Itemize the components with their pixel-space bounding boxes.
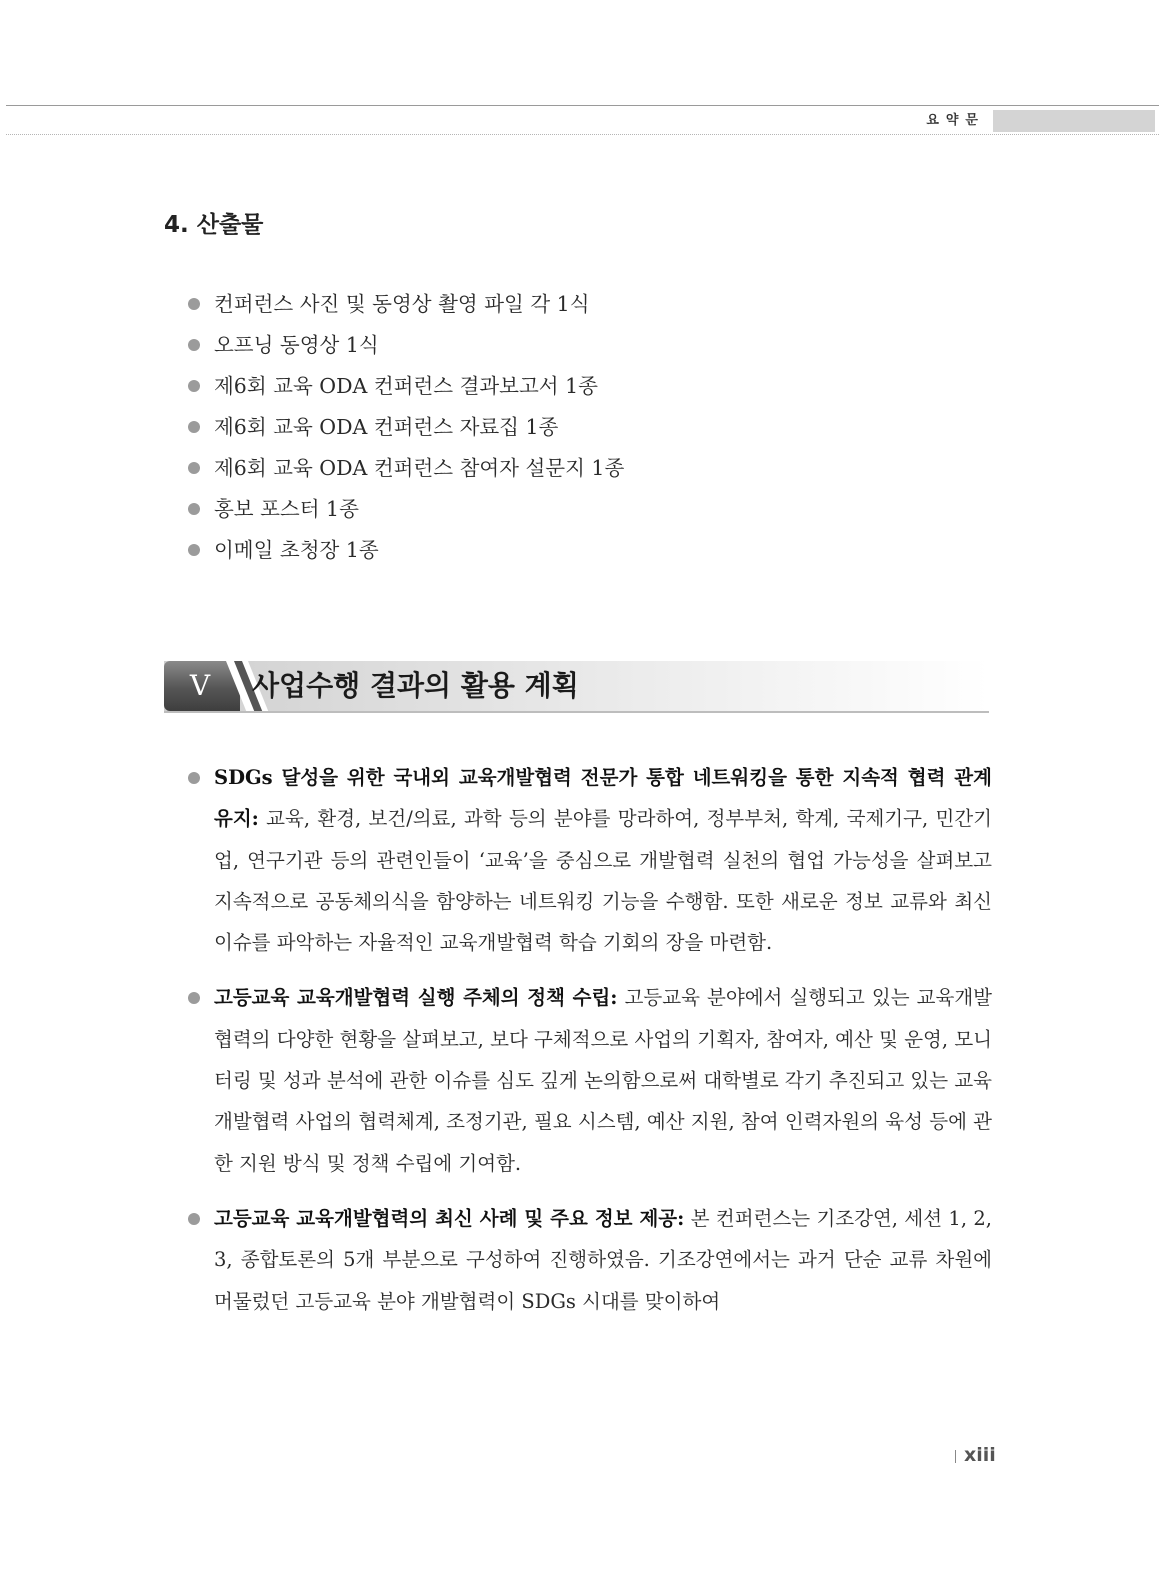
chapter-banner [164,661,989,711]
bullet-icon [188,772,200,784]
list-item [186,489,624,530]
header-rule [6,105,1159,106]
list-item-text: 제6회 교육 ODA 컨퍼런스 참여자 설문지 1종 [214,456,625,480]
outputs-list [186,284,624,571]
list-item-text: 오프닝 동영상 1식 [214,333,379,357]
chapter-title: 사업수행 결과의 활용 계획 [252,669,579,702]
bullet-icon [188,544,200,556]
plan-item [186,1198,992,1322]
page-number-separator [955,1450,956,1463]
list-item-text: 제6회 교육 ODA 컨퍼런스 결과보고서 1종 [214,374,598,398]
page-number: xiii [964,1444,996,1466]
list-item-text: 홍보 포스터 1종 [214,497,359,521]
list-item [186,325,624,366]
list-item-text: 제6회 교육 ODA 컨퍼런스 자료집 1종 [214,415,559,439]
section-heading: 4. 산출물 [164,212,264,238]
plan-item [186,977,992,1183]
bullet-icon [188,380,200,392]
bullet-icon [188,1213,200,1225]
running-header-bar [993,110,1155,132]
list-item [186,530,624,571]
list-item-text: 컨퍼런스 사진 및 동영상 촬영 파일 각 1식 [214,292,590,316]
plan-item [186,757,992,963]
bullet-icon [188,421,200,433]
list-item [186,407,624,448]
chapter-number: V [189,669,211,702]
plans-list [186,757,992,1336]
list-item [186,284,624,325]
list-item-text: 이메일 초청장 1종 [214,538,379,562]
plan-lead: 고등교육 교육개발협력 실행 주체의 정책 수립: [214,986,618,1010]
bullet-icon [188,462,200,474]
bullet-icon [188,992,200,1004]
list-item [186,366,624,407]
plan-lead: 고등교육 교육개발협력의 최신 사례 및 주요 정보 제공: [214,1206,685,1230]
plan-body: 본 컨퍼런스는 기조강연, 세션 1, 2, 3, 종합토론의 5개 부분으로 구성하여 진행하였음. 기조강연에서는 과거 단순 교류 차원에 머물렀던 고등교육 분야 개발협력이 SDGs 시대를 맞이하여 [214,1206,992,1313]
bullet-icon [188,339,200,351]
running-header-label: 요약문 [926,113,985,128]
list-item [186,448,624,489]
bullet-icon [188,298,200,310]
plan-body: 교육, 환경, 보건/의료, 과학 등의 분야를 망라하여, 정부부처, 학계, 국제기구, 민간기업, 연구기관 등의 관련인들이 ‘교육’을 중심으로 개발협력 실천의 협업 가능성을 살펴보고 지속적으로 공동체의식을 함양하는 네트워킹 기능을 수행함. 또한 새로운 정보 교류와 최신 이슈를 파악하는 자율적인 교육개발협력 학습 기회의 장을 마련함. [214,807,992,955]
header-dotted-rule [6,134,1159,135]
plan-lead: SDGs 달성을 위한 국내외 교육개발협력 전문가 통합 네트워킹을 통한 지속적 협력 관계 유지: [214,766,992,831]
bullet-icon [188,503,200,515]
plan-body: 고등교육 분야에서 실행되고 있는 교육개발협력의 다양한 현황을 살펴보고, 보다 구체적으로 사업의 기획자, 참여자, 예산 및 운영, 모니터링 및 성과 분석에 관한 이슈를 심도 깊게 논의함으로써 대학별로 각기 추진되고 있는 교육개발협력 사업의 협력체계, 조정기관, 필요 시스템, 예산 지원, 참여 인력자원의 육성 등에 관한 지원 방식 및 정책 수립에 기여함. [214,986,993,1175]
